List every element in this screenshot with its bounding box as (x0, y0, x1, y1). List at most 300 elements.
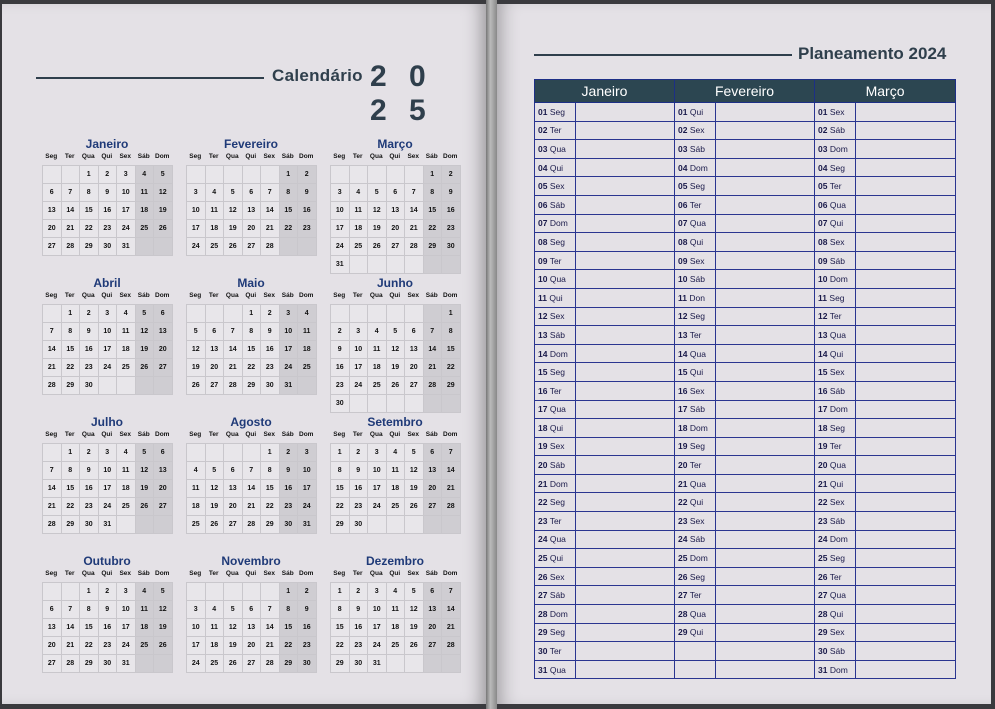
day-cell: 28 (43, 377, 62, 395)
planner-note-cell[interactable] (576, 660, 675, 679)
day-cell (206, 444, 225, 462)
day-cell: 29 (62, 516, 81, 534)
day-cell: 21 (405, 220, 424, 238)
day-cell: 19 (154, 202, 173, 220)
planner-date-cell (675, 270, 716, 289)
planner-note-cell[interactable] (856, 530, 956, 549)
day-cell: 12 (187, 341, 206, 359)
day-number: 21 (818, 478, 828, 489)
weekday-label: Qui (101, 431, 113, 438)
planner-note-cell[interactable] (856, 195, 956, 214)
day-number: 29 (678, 627, 688, 638)
planner-note-cell[interactable] (716, 586, 815, 605)
day-cell: 14 (62, 619, 81, 637)
day-number: 30 (538, 646, 548, 657)
planner-note-cell[interactable] (716, 121, 815, 140)
day-cell: 15 (243, 341, 262, 359)
planner-note-cell[interactable] (716, 549, 815, 568)
day-cell (224, 583, 243, 601)
planner-note-cell[interactable] (576, 493, 675, 512)
weekday-label: Qua (225, 292, 239, 299)
planner-note-cell[interactable] (856, 586, 956, 605)
planner-note-cell[interactable] (716, 140, 815, 159)
planner-note-cell[interactable] (576, 195, 675, 214)
planner-note-cell[interactable] (856, 493, 956, 512)
planner-date-cell (535, 456, 576, 475)
weekday-abbrev: Seg (549, 367, 565, 378)
weekday-abbrev: Qui (829, 218, 844, 229)
day-cell: 3 (117, 583, 136, 601)
planner-note-cell[interactable] (576, 326, 675, 345)
weekday-abbrev: Sáb (549, 329, 565, 340)
day-cell: 4 (206, 184, 225, 202)
day-cell: 2 (80, 444, 99, 462)
weekday-abbrev: Don (689, 292, 705, 303)
day-cell: 6 (154, 444, 173, 462)
day-cell: 11 (298, 323, 317, 341)
planner-note-cell[interactable] (856, 270, 956, 289)
planner-note-cell[interactable] (856, 642, 956, 661)
day-cell: 14 (424, 341, 443, 359)
planner-note-cell[interactable] (576, 103, 675, 122)
day-number: 02 (818, 125, 828, 136)
planner-note-cell[interactable] (856, 233, 956, 252)
planner-note-cell[interactable] (576, 419, 675, 438)
day-cell: 8 (442, 323, 461, 341)
day-cell: 5 (405, 444, 424, 462)
weekday-label: Ter (64, 153, 75, 160)
planner-note-cell[interactable] (716, 363, 815, 382)
day-cell: 27 (387, 238, 406, 256)
planner-note-cell[interactable] (716, 344, 815, 363)
day-cell: 12 (224, 202, 243, 220)
day-cell: 14 (442, 601, 461, 619)
book-spine (486, 0, 497, 709)
month-grid (330, 165, 461, 274)
weekday-abbrev: Dom (549, 478, 568, 489)
planner-date-cell (675, 549, 716, 568)
table-row (535, 567, 956, 586)
day-cell: 8 (424, 184, 443, 202)
day-cell (187, 583, 206, 601)
day-cell: 12 (154, 184, 173, 202)
planner-note-cell[interactable] (716, 456, 815, 475)
month-block (42, 415, 172, 534)
day-number: 08 (818, 236, 828, 247)
planner-note-cell[interactable] (576, 456, 675, 475)
planner-note-cell[interactable] (576, 158, 675, 177)
planner-note-cell[interactable] (576, 549, 675, 568)
day-cell: 29 (280, 655, 299, 673)
day-cell (261, 583, 280, 601)
planner-date-cell (535, 158, 576, 177)
day-cell: 12 (136, 323, 155, 341)
day-cell: 17 (99, 480, 118, 498)
table-row (535, 493, 956, 512)
day-number: 21 (538, 478, 548, 489)
planner-note-cell[interactable] (716, 512, 815, 531)
day-cell: 14 (261, 202, 280, 220)
day-cell: 22 (80, 637, 99, 655)
day-cell: 23 (99, 637, 118, 655)
day-number: 20 (818, 460, 828, 471)
weekday-label: Qua (81, 570, 95, 577)
table-row (535, 288, 956, 307)
day-number: 24 (818, 534, 828, 545)
day-cell (62, 583, 81, 601)
day-cell: 7 (43, 323, 62, 341)
planner-note-cell[interactable] (576, 623, 675, 642)
planner-note-cell[interactable] (576, 288, 675, 307)
planner-note-cell[interactable] (716, 567, 815, 586)
day-cell: 6 (224, 462, 243, 480)
day-cell: 24 (187, 655, 206, 673)
planner-date-cell (535, 530, 576, 549)
day-cell: 6 (206, 323, 225, 341)
planner-note-cell[interactable] (856, 103, 956, 122)
planner-note-cell[interactable] (856, 456, 956, 475)
weekday-label: Sáb (137, 431, 150, 438)
day-number: 26 (678, 571, 688, 582)
day-cell: 17 (117, 619, 136, 637)
weekday-label: Ter (352, 570, 363, 577)
planner-date-cell (675, 419, 716, 438)
planner-date-cell (675, 642, 716, 661)
day-cell: 5 (224, 184, 243, 202)
planner-note-cell[interactable] (856, 474, 956, 493)
day-cell: 31 (117, 238, 136, 256)
day-number: 01 (538, 106, 548, 117)
day-number: 12 (678, 311, 688, 322)
weekday-abbrev: Seg (549, 236, 565, 247)
planner-note-cell[interactable] (856, 344, 956, 363)
day-cell: 11 (206, 619, 225, 637)
day-cell: 7 (62, 184, 81, 202)
day-cell: 11 (206, 202, 225, 220)
weekday-label: Dom (155, 431, 170, 438)
day-cell: 13 (405, 341, 424, 359)
planner-table (534, 79, 956, 679)
day-cell: 12 (154, 601, 173, 619)
planner-note-cell[interactable] (716, 288, 815, 307)
planner-note-cell[interactable] (856, 158, 956, 177)
planner-note-cell[interactable] (716, 270, 815, 289)
day-cell: 27 (224, 516, 243, 534)
day-number: 15 (818, 367, 828, 378)
day-cell: 19 (405, 619, 424, 637)
planner-note-cell[interactable] (576, 567, 675, 586)
day-cell: 25 (298, 359, 317, 377)
month-name: Maio (237, 276, 265, 290)
day-cell: 27 (206, 377, 225, 395)
planner-note-cell[interactable] (576, 307, 675, 326)
day-cell: 26 (224, 655, 243, 673)
planner-note-cell[interactable] (856, 214, 956, 233)
weekday-label: Qui (389, 292, 401, 299)
day-cell: 11 (387, 601, 406, 619)
weekday-label: Sex (407, 292, 420, 299)
weekday-label: Dom (299, 153, 314, 160)
day-number: 24 (538, 534, 548, 545)
planner-note-cell[interactable] (716, 474, 815, 493)
weekday-abbrev: Dom (549, 218, 568, 229)
planner-note-cell[interactable] (716, 214, 815, 233)
weekday-abbrev: Dom (829, 404, 848, 415)
day-cell: 11 (117, 462, 136, 480)
weekday-abbrev: Sáb (829, 255, 845, 266)
day-cell: 9 (298, 184, 317, 202)
table-row (535, 326, 956, 345)
weekday-label: Qua (81, 431, 95, 438)
weekday-abbrev: Sáb (689, 143, 705, 154)
planner-note-cell[interactable] (576, 121, 675, 140)
day-cell: 10 (117, 184, 136, 202)
planner-note-cell[interactable] (716, 307, 815, 326)
planner-note-cell[interactable] (856, 381, 956, 400)
planner-note-cell[interactable] (716, 660, 815, 679)
day-cell: 24 (350, 377, 369, 395)
planner-date-cell (535, 363, 576, 382)
day-number: 06 (818, 199, 828, 210)
planner-note-cell[interactable] (576, 233, 675, 252)
day-cell (350, 395, 369, 413)
planner-note-cell[interactable] (576, 530, 675, 549)
planner-note-cell[interactable] (856, 549, 956, 568)
day-cell: 1 (331, 444, 350, 462)
month-grid (330, 582, 461, 673)
day-cell: 1 (62, 444, 81, 462)
weekday-abbrev: Ter (549, 646, 562, 657)
day-cell: 19 (368, 220, 387, 238)
weekday-label: Seg (333, 431, 346, 438)
planner-date-cell (675, 567, 716, 586)
weekday-label: Qua (369, 292, 383, 299)
day-number: 31 (538, 664, 548, 675)
weekday-label: Qua (225, 153, 239, 160)
planner-note-cell[interactable] (576, 437, 675, 456)
planner-note-cell[interactable] (576, 344, 675, 363)
day-cell: 4 (117, 305, 136, 323)
planner-note-cell[interactable] (856, 605, 956, 624)
day-cell: 15 (62, 341, 81, 359)
weekday-abbrev: Seg (549, 627, 565, 638)
planner-note-cell[interactable] (716, 400, 815, 419)
planner-date-cell (815, 140, 856, 159)
day-cell: 17 (187, 637, 206, 655)
planner-note-cell[interactable] (856, 363, 956, 382)
planner-note-cell[interactable] (576, 512, 675, 531)
day-cell: 30 (298, 655, 317, 673)
day-cell: 12 (206, 480, 225, 498)
day-cell: 5 (136, 444, 155, 462)
day-number: 19 (538, 441, 548, 452)
planner-date-cell (535, 623, 576, 642)
day-number: 13 (678, 329, 688, 340)
planner-note-cell[interactable] (576, 381, 675, 400)
planner-note-cell[interactable] (576, 400, 675, 419)
day-number: 23 (538, 515, 548, 526)
table-row (535, 512, 956, 531)
weekday-label: Sex (119, 431, 132, 438)
day-cell: 20 (206, 359, 225, 377)
planner-date-cell (535, 567, 576, 586)
planner-note-cell[interactable] (716, 530, 815, 549)
day-number: 28 (818, 608, 828, 619)
day-number: 05 (818, 181, 828, 192)
planner-note-cell[interactable] (576, 474, 675, 493)
day-cell: 18 (387, 619, 406, 637)
planner-note-cell[interactable] (716, 437, 815, 456)
day-cell: 22 (280, 220, 299, 238)
planner-date-cell (675, 363, 716, 382)
planner-date-cell (675, 660, 716, 679)
day-cell: 2 (350, 444, 369, 462)
planner-note-cell[interactable] (576, 270, 675, 289)
planner-note-cell[interactable] (856, 660, 956, 679)
planner-note-cell[interactable] (856, 307, 956, 326)
planner-note-cell[interactable] (576, 177, 675, 196)
planner-date-cell (815, 103, 856, 122)
planner-note-cell[interactable] (576, 363, 675, 382)
weekday-label: Sex (407, 431, 420, 438)
weekday-abbrev: Sex (689, 125, 705, 136)
weekday-header (330, 431, 460, 443)
planner-date-cell (815, 251, 856, 270)
day-number: 18 (818, 422, 828, 433)
day-cell: 9 (99, 184, 118, 202)
planner-note-cell[interactable] (856, 326, 956, 345)
day-cell: 16 (99, 202, 118, 220)
planner-column-header: Fevereiro (675, 80, 815, 103)
planner-note-cell[interactable] (716, 177, 815, 196)
planner-note-cell[interactable] (716, 195, 815, 214)
day-cell: 8 (62, 462, 81, 480)
day-number: 03 (818, 143, 828, 154)
day-number: 29 (538, 627, 548, 638)
planner-column-header: Janeiro (535, 80, 675, 103)
weekday-label: Sáb (281, 431, 294, 438)
day-cell: 27 (405, 377, 424, 395)
planner-date-cell (815, 549, 856, 568)
day-cell: 4 (187, 462, 206, 480)
planner-date-cell (815, 400, 856, 419)
planner-date-cell (815, 642, 856, 661)
planner-date-cell (535, 605, 576, 624)
planner-note-cell[interactable] (856, 512, 956, 531)
day-cell: 26 (206, 516, 225, 534)
day-number: 20 (678, 460, 688, 471)
day-cell: 27 (154, 498, 173, 516)
weekday-label: Dom (443, 292, 458, 299)
planner-note-cell[interactable] (576, 251, 675, 270)
day-cell: 18 (136, 202, 155, 220)
planner-note-cell[interactable] (716, 642, 815, 661)
day-cell (368, 395, 387, 413)
day-cell: 13 (206, 341, 225, 359)
planner-date-cell (535, 103, 576, 122)
day-cell: 24 (117, 637, 136, 655)
day-cell: 20 (43, 637, 62, 655)
weekday-abbrev: Sex (549, 571, 565, 582)
weekday-label: Sáb (425, 292, 438, 299)
day-cell: 9 (350, 462, 369, 480)
planner-note-cell[interactable] (716, 605, 815, 624)
day-cell: 6 (387, 184, 406, 202)
weekday-abbrev: Sex (549, 311, 565, 322)
planner-note-cell[interactable] (716, 419, 815, 438)
planner-note-cell[interactable] (576, 214, 675, 233)
month-name: Abril (93, 276, 121, 290)
weekday-abbrev: Qui (549, 162, 564, 173)
day-cell: 5 (206, 462, 225, 480)
planner-note-cell[interactable] (856, 400, 956, 419)
month-block (186, 554, 316, 673)
day-cell (387, 256, 406, 274)
planner-note-cell[interactable] (576, 140, 675, 159)
planner-date-cell (815, 307, 856, 326)
day-cell: 3 (117, 166, 136, 184)
day-cell: 17 (368, 619, 387, 637)
planner-note-cell[interactable] (856, 251, 956, 270)
table-row (535, 381, 956, 400)
table-row (535, 195, 956, 214)
planner-note-cell[interactable] (716, 381, 815, 400)
day-cell: 24 (187, 238, 206, 256)
weekday-label: Dom (299, 292, 314, 299)
planner-note-cell[interactable] (856, 419, 956, 438)
planner-note-cell[interactable] (856, 140, 956, 159)
planner-note-cell[interactable] (716, 326, 815, 345)
planner-note-cell[interactable] (716, 158, 815, 177)
day-cell: 5 (387, 323, 406, 341)
day-number: 01 (818, 106, 828, 117)
day-cell: 3 (99, 305, 118, 323)
day-cell: 26 (187, 377, 206, 395)
day-cell: 24 (280, 359, 299, 377)
planner-date-cell (675, 605, 716, 624)
day-number: 16 (818, 385, 828, 396)
planner-note-cell[interactable] (856, 623, 956, 642)
day-cell: 23 (298, 637, 317, 655)
planner-note-cell[interactable] (716, 493, 815, 512)
day-cell: 7 (424, 323, 443, 341)
planner-note-cell[interactable] (856, 437, 956, 456)
planner-note-cell[interactable] (716, 251, 815, 270)
planner-note-cell[interactable] (576, 586, 675, 605)
planner-note-cell[interactable] (576, 642, 675, 661)
day-cell: 26 (368, 238, 387, 256)
day-cell: 17 (117, 202, 136, 220)
planner-note-cell[interactable] (716, 103, 815, 122)
day-cell: 9 (261, 323, 280, 341)
planner-note-cell[interactable] (716, 233, 815, 252)
planner-note-cell[interactable] (576, 605, 675, 624)
day-cell: 1 (442, 305, 461, 323)
planner-note-cell[interactable] (856, 567, 956, 586)
planner-note-cell[interactable] (716, 623, 815, 642)
weekday-abbrev: Qui (689, 497, 704, 508)
weekday-abbrev: Dom (689, 553, 708, 564)
day-cell: 22 (62, 498, 81, 516)
planner-note-cell[interactable] (856, 288, 956, 307)
planner-note-cell[interactable] (856, 121, 956, 140)
day-cell: 3 (298, 444, 317, 462)
weekday-abbrev: Qua (549, 404, 566, 415)
day-cell: 12 (368, 202, 387, 220)
planner-note-cell[interactable] (856, 177, 956, 196)
day-cell: 16 (350, 619, 369, 637)
day-number: 22 (818, 497, 828, 508)
